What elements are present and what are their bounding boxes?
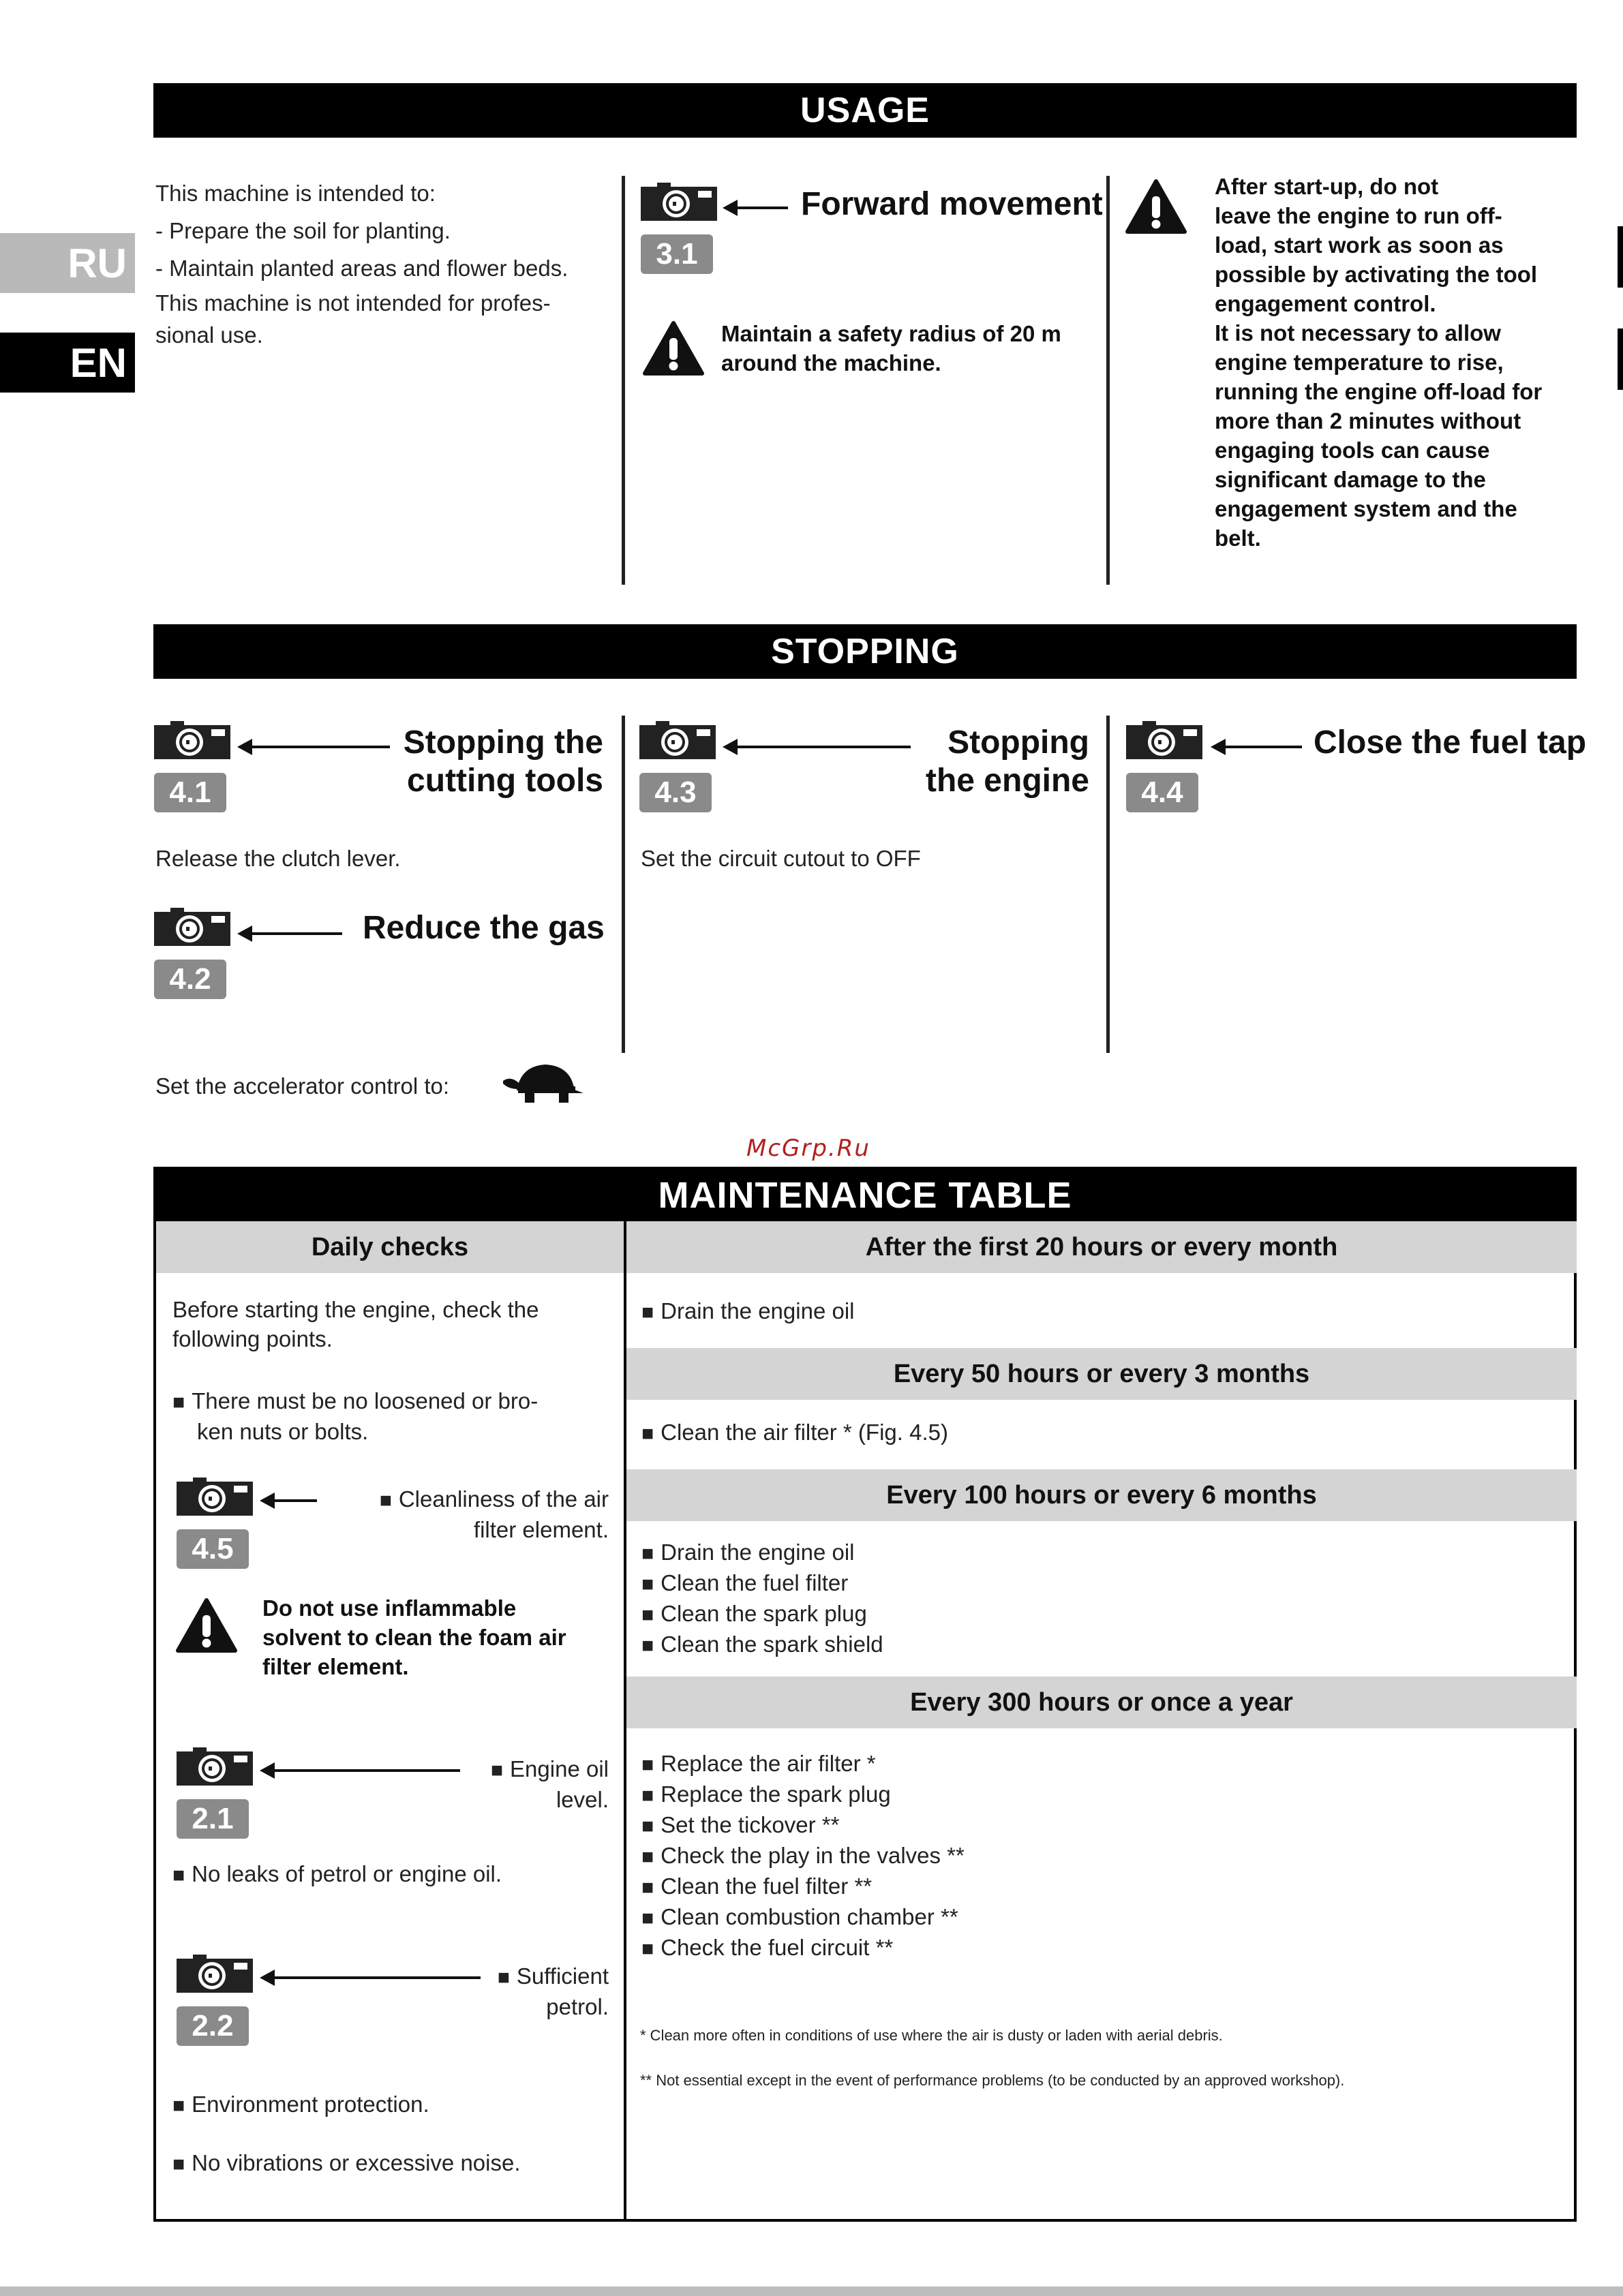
usage-intro: [155, 177, 609, 351]
arrow-left-icon: [1213, 746, 1302, 748]
column-divider: [1106, 716, 1110, 1053]
lang-tab-en[interactable]: EN: [0, 333, 135, 393]
list-item: ■ Replace the air filter *: [641, 1749, 965, 1779]
interval-list: [641, 1418, 948, 1448]
daily-item-line: ■ Sufficient: [476, 1961, 609, 1992]
usage-intro-line: sional use.: [155, 322, 263, 348]
warning-line: engaging tools can cause: [1215, 438, 1490, 463]
list-item: ■ Clean the spark plug: [641, 1599, 883, 1629]
warning-line: It is not necessary to allow: [1215, 320, 1501, 346]
list-item: ■ Clean combustion chamber **: [641, 1902, 965, 1933]
stopping-heading: STOPPING: [153, 624, 1577, 679]
usage-intro-line: This machine is intended to:: [155, 181, 436, 206]
arrow-left-icon: [725, 746, 911, 748]
camera-icon: [154, 721, 230, 759]
watermark: McGrp.Ru: [746, 1135, 870, 1162]
release-clutch-text: Release the clutch lever.: [155, 846, 401, 871]
maintenance-table-heading: MAINTENANCE TABLE: [156, 1169, 1574, 1221]
camera-icon: [177, 1478, 253, 1516]
list-item: ■ Clean the spark shield: [641, 1629, 883, 1660]
list-item: ■ Clean the fuel filter **: [641, 1871, 965, 1902]
ref-badge-4-2: 4.2: [154, 960, 226, 999]
daily-intro-line: Before starting the engine, check the: [172, 1297, 539, 1322]
daily-item-line: ■ Cleanliness of the air: [320, 1484, 609, 1515]
warning-icon: [175, 1597, 238, 1653]
daily-intro-line: following points.: [172, 1326, 333, 1351]
warning-line: After start-up, do not: [1215, 174, 1439, 199]
usage-intro-line: - Maintain planted areas and flower beds.: [155, 256, 568, 281]
arrow-left-icon: [240, 932, 342, 935]
daily-intro: [172, 1295, 609, 1353]
camera-icon: [154, 908, 230, 946]
daily-item-line: level.: [556, 1787, 609, 1812]
lang-tab-ru[interactable]: RU: [0, 233, 135, 293]
daily-item-nuts: [172, 1386, 609, 1446]
interval-header: Every 50 hours or every 3 months: [626, 1348, 1577, 1400]
accelerator-text: Set the accelerator control to:: [155, 1073, 450, 1099]
interval-header: Every 300 hours or once a year: [626, 1677, 1577, 1728]
ref-badge-2-1: 2.1: [177, 1799, 249, 1839]
footnote-workshop: ** Not essential except in the event of performance problems (to be conducted by an approved workshop).: [640, 2072, 1345, 2089]
stopping-cutting-tools-label: [382, 724, 603, 800]
column-divider: [622, 716, 625, 1053]
daily-item-line: ken nuts or bolts.: [197, 1419, 369, 1444]
warning-line: possible by activating the tool: [1215, 262, 1538, 287]
warning-line: running the engine off-load for: [1215, 379, 1543, 404]
close-fuel-tap-label: Close the fuel tap: [1314, 724, 1587, 761]
page-edge-mark: [1618, 226, 1623, 288]
interval-list: [641, 1296, 854, 1327]
circuit-cutout-text: Set the circuit cutout to OFF: [641, 846, 921, 871]
interval-header: Every 100 hours or every 6 months: [626, 1469, 1577, 1521]
warning-icon: [642, 320, 705, 376]
daily-item-line: ■ There must be no loosened or bro-: [172, 1386, 609, 1417]
safety-line: around the machine.: [721, 350, 941, 376]
page-edge-mark: [1618, 328, 1623, 390]
list-item: ■ Check the fuel circuit **: [641, 1933, 965, 1963]
camera-icon: [177, 1955, 253, 1993]
daily-item-vibrations: ■ No vibrations or excessive noise.: [172, 2148, 521, 2179]
daily-item-line: ■ Engine oil: [463, 1754, 609, 1785]
warning-line: more than 2 minutes without: [1215, 408, 1521, 433]
daily-item-line: petrol.: [546, 1994, 609, 2019]
interval-list: [641, 1749, 965, 1963]
warning-line: load, start work as soon as: [1215, 232, 1504, 258]
ref-badge-2-2: 2.2: [177, 2006, 249, 2046]
camera-icon: [639, 721, 716, 759]
arrow-left-icon: [240, 746, 390, 748]
safety-line: Maintain a safety radius of 20 m: [721, 321, 1061, 346]
list-item: ■ Drain the engine oil: [641, 1296, 854, 1327]
daily-checks-header: Daily checks: [156, 1221, 624, 1273]
warning-line: engagement system and the: [1215, 496, 1517, 521]
ref-badge-4-4: 4.4: [1126, 773, 1198, 812]
ref-badge-3-1: 3.1: [641, 234, 713, 274]
list-item: ■ Clean the fuel filter: [641, 1568, 883, 1599]
safety-radius-note: [721, 319, 1103, 378]
interval-header: After the first 20 hours or every month: [626, 1221, 1577, 1273]
warning-line: significant damage to the: [1215, 467, 1486, 492]
list-item: ■ Set the tickover **: [641, 1810, 965, 1841]
arrow-left-icon: [725, 206, 788, 209]
arrow-left-icon: [262, 1769, 460, 1772]
usage-heading: USAGE: [153, 83, 1577, 138]
usage-intro-line: This machine is not intended for profes-: [155, 290, 551, 316]
camera-icon: [1126, 721, 1202, 759]
solvent-warning: [262, 1593, 617, 1681]
caption-line: the engine: [925, 763, 1089, 799]
warning-line: Do not use inflammable: [262, 1595, 517, 1621]
ref-badge-4-3: 4.3: [639, 773, 712, 812]
caption-line: Stopping: [947, 724, 1089, 761]
page-bottom-band: [0, 2286, 1623, 2296]
interval-list: [641, 1537, 883, 1660]
engine-warning-text: [1215, 172, 1583, 553]
maintenance-table: [153, 1167, 1577, 2222]
air-filter-cleanliness-label: [320, 1484, 609, 1544]
engine-oil-level-label: [463, 1754, 609, 1814]
list-item: ■ Drain the engine oil: [641, 1537, 883, 1568]
list-item: ■ Replace the spark plug: [641, 1779, 965, 1810]
camera-icon: [641, 183, 717, 221]
list-item: ■ Clean the air filter * (Fig. 4.5): [641, 1418, 948, 1448]
forward-movement-label: Forward movement: [801, 186, 1103, 222]
daily-item-environment: ■ Environment protection.: [172, 2090, 429, 2120]
warning-line: solvent to clean the foam air: [262, 1625, 566, 1650]
daily-item-leaks: ■ No leaks of petrol or engine oil.: [172, 1859, 502, 1890]
ref-badge-4-1: 4.1: [154, 773, 226, 812]
warning-line: filter element.: [262, 1654, 409, 1679]
tortoise-icon: [498, 1060, 586, 1107]
list-item: ■ Check the play in the valves **: [641, 1841, 965, 1871]
footnote-dusty: * Clean more often in conditions of use where the air is dusty or laden with aerial debris.: [640, 2027, 1223, 2044]
caption-line: Stopping the: [403, 724, 603, 761]
camera-icon: [177, 1747, 253, 1786]
daily-item-line: filter element.: [473, 1517, 609, 1542]
warning-line: leave the engine to run off-: [1215, 203, 1502, 228]
warning-line: engagement control.: [1215, 291, 1436, 316]
stopping-engine-label: [900, 724, 1089, 800]
warning-icon: [1125, 179, 1187, 234]
arrow-left-icon: [262, 1499, 317, 1502]
warning-line: engine temperature to rise,: [1215, 350, 1504, 375]
caption-line: cutting tools: [407, 763, 603, 799]
sufficient-petrol-label: [476, 1961, 609, 2021]
arrow-left-icon: [262, 1976, 481, 1979]
usage-intro-line: - Prepare the soil for planting.: [155, 218, 451, 243]
reduce-gas-label: Reduce the gas: [363, 910, 605, 946]
column-divider: [1106, 176, 1110, 585]
ref-badge-4-5: 4.5: [177, 1529, 249, 1569]
column-divider: [622, 176, 625, 585]
warning-line: belt.: [1215, 525, 1261, 551]
